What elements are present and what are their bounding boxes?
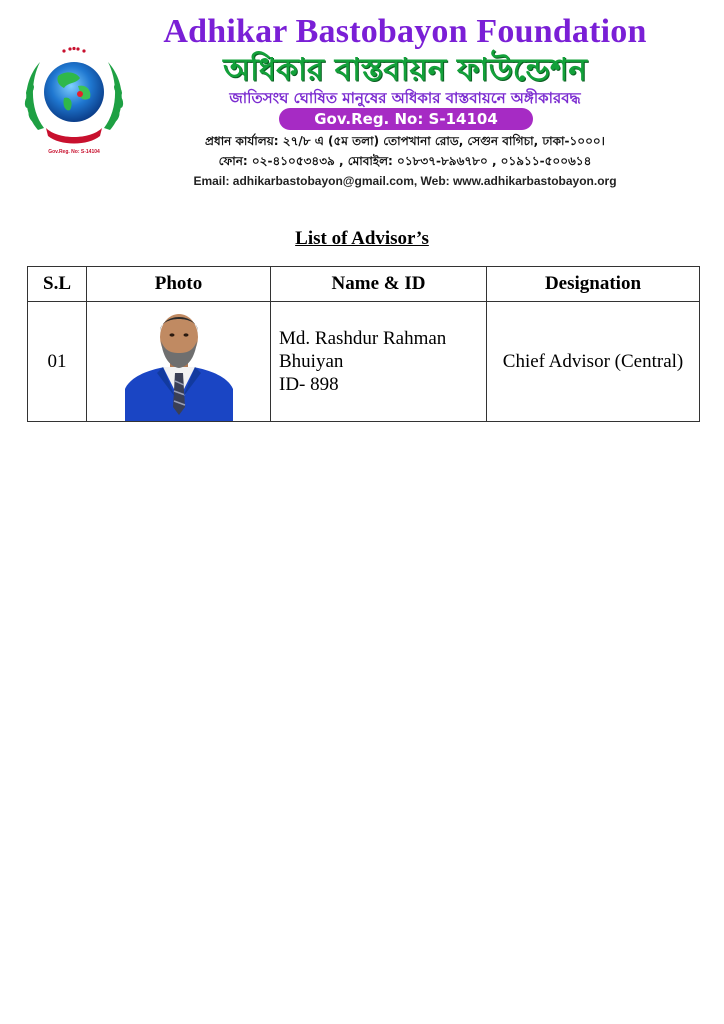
organization-name-bangla: অধিকার বাস্তবায়ন ফাউন্ডেশন	[223, 52, 587, 88]
table-row	[28, 302, 700, 422]
head-office-address: প্রধান কার্যালয়: ২৭/৮ এ (৫ম তলা) তোপখানা রোড, সেগুন বাগিচা, ঢাকা-১০০০।	[205, 134, 605, 148]
header-designation: Designation	[487, 267, 700, 302]
letterhead	[0, 0, 724, 200]
organization-logo	[18, 40, 130, 162]
advisors-table	[27, 266, 700, 422]
advisor-photo	[123, 303, 235, 421]
red-stars	[62, 47, 85, 53]
header-photo: Photo	[87, 267, 271, 302]
logo-abbr: ABF	[67, 139, 81, 145]
advisor-name-line1: Md. Rashdur Rahman	[279, 328, 447, 349]
advisor-name-line2: Bhuiyan	[279, 351, 344, 372]
cell-sl: 01	[28, 302, 87, 422]
cell-name-id	[271, 302, 487, 422]
globe-icon	[44, 62, 104, 122]
cell-designation: Chief Advisor (Central)	[487, 302, 700, 422]
advisor-id: ID- 898	[279, 374, 339, 395]
advisor-portrait	[123, 303, 235, 421]
phone-numbers: ফোন: ০২-৪১০৫৩৪৩৯ , মোবাইল: ০১৮৩৭-৮৯৬৭৮০ , ০১৯১১-৫০০৬১৪	[218, 154, 592, 168]
logo-reg: Gov.Reg. No: S-14104	[48, 149, 100, 155]
email-web-contact: Email: adhikarbastobayon@gmail.com, Web: www.adhikarbastobayon.org	[193, 174, 617, 188]
list-title: List of Advisor’s	[295, 228, 429, 249]
organization-tagline: জাতিসংঘ ঘোষিত মানুষের অধিকার বাস্তবায়নে অঙ্গীকারবদ্ধ	[229, 89, 581, 107]
table-header-row	[28, 267, 700, 302]
header-name-id: Name & ID	[271, 267, 487, 302]
cell-photo	[87, 302, 271, 422]
header-sl: S.L	[28, 267, 87, 302]
organization-name-english: Adhikar Bastobayon Foundation	[163, 13, 647, 50]
registration-badge: Gov.Reg. No: S-14104	[279, 108, 533, 130]
